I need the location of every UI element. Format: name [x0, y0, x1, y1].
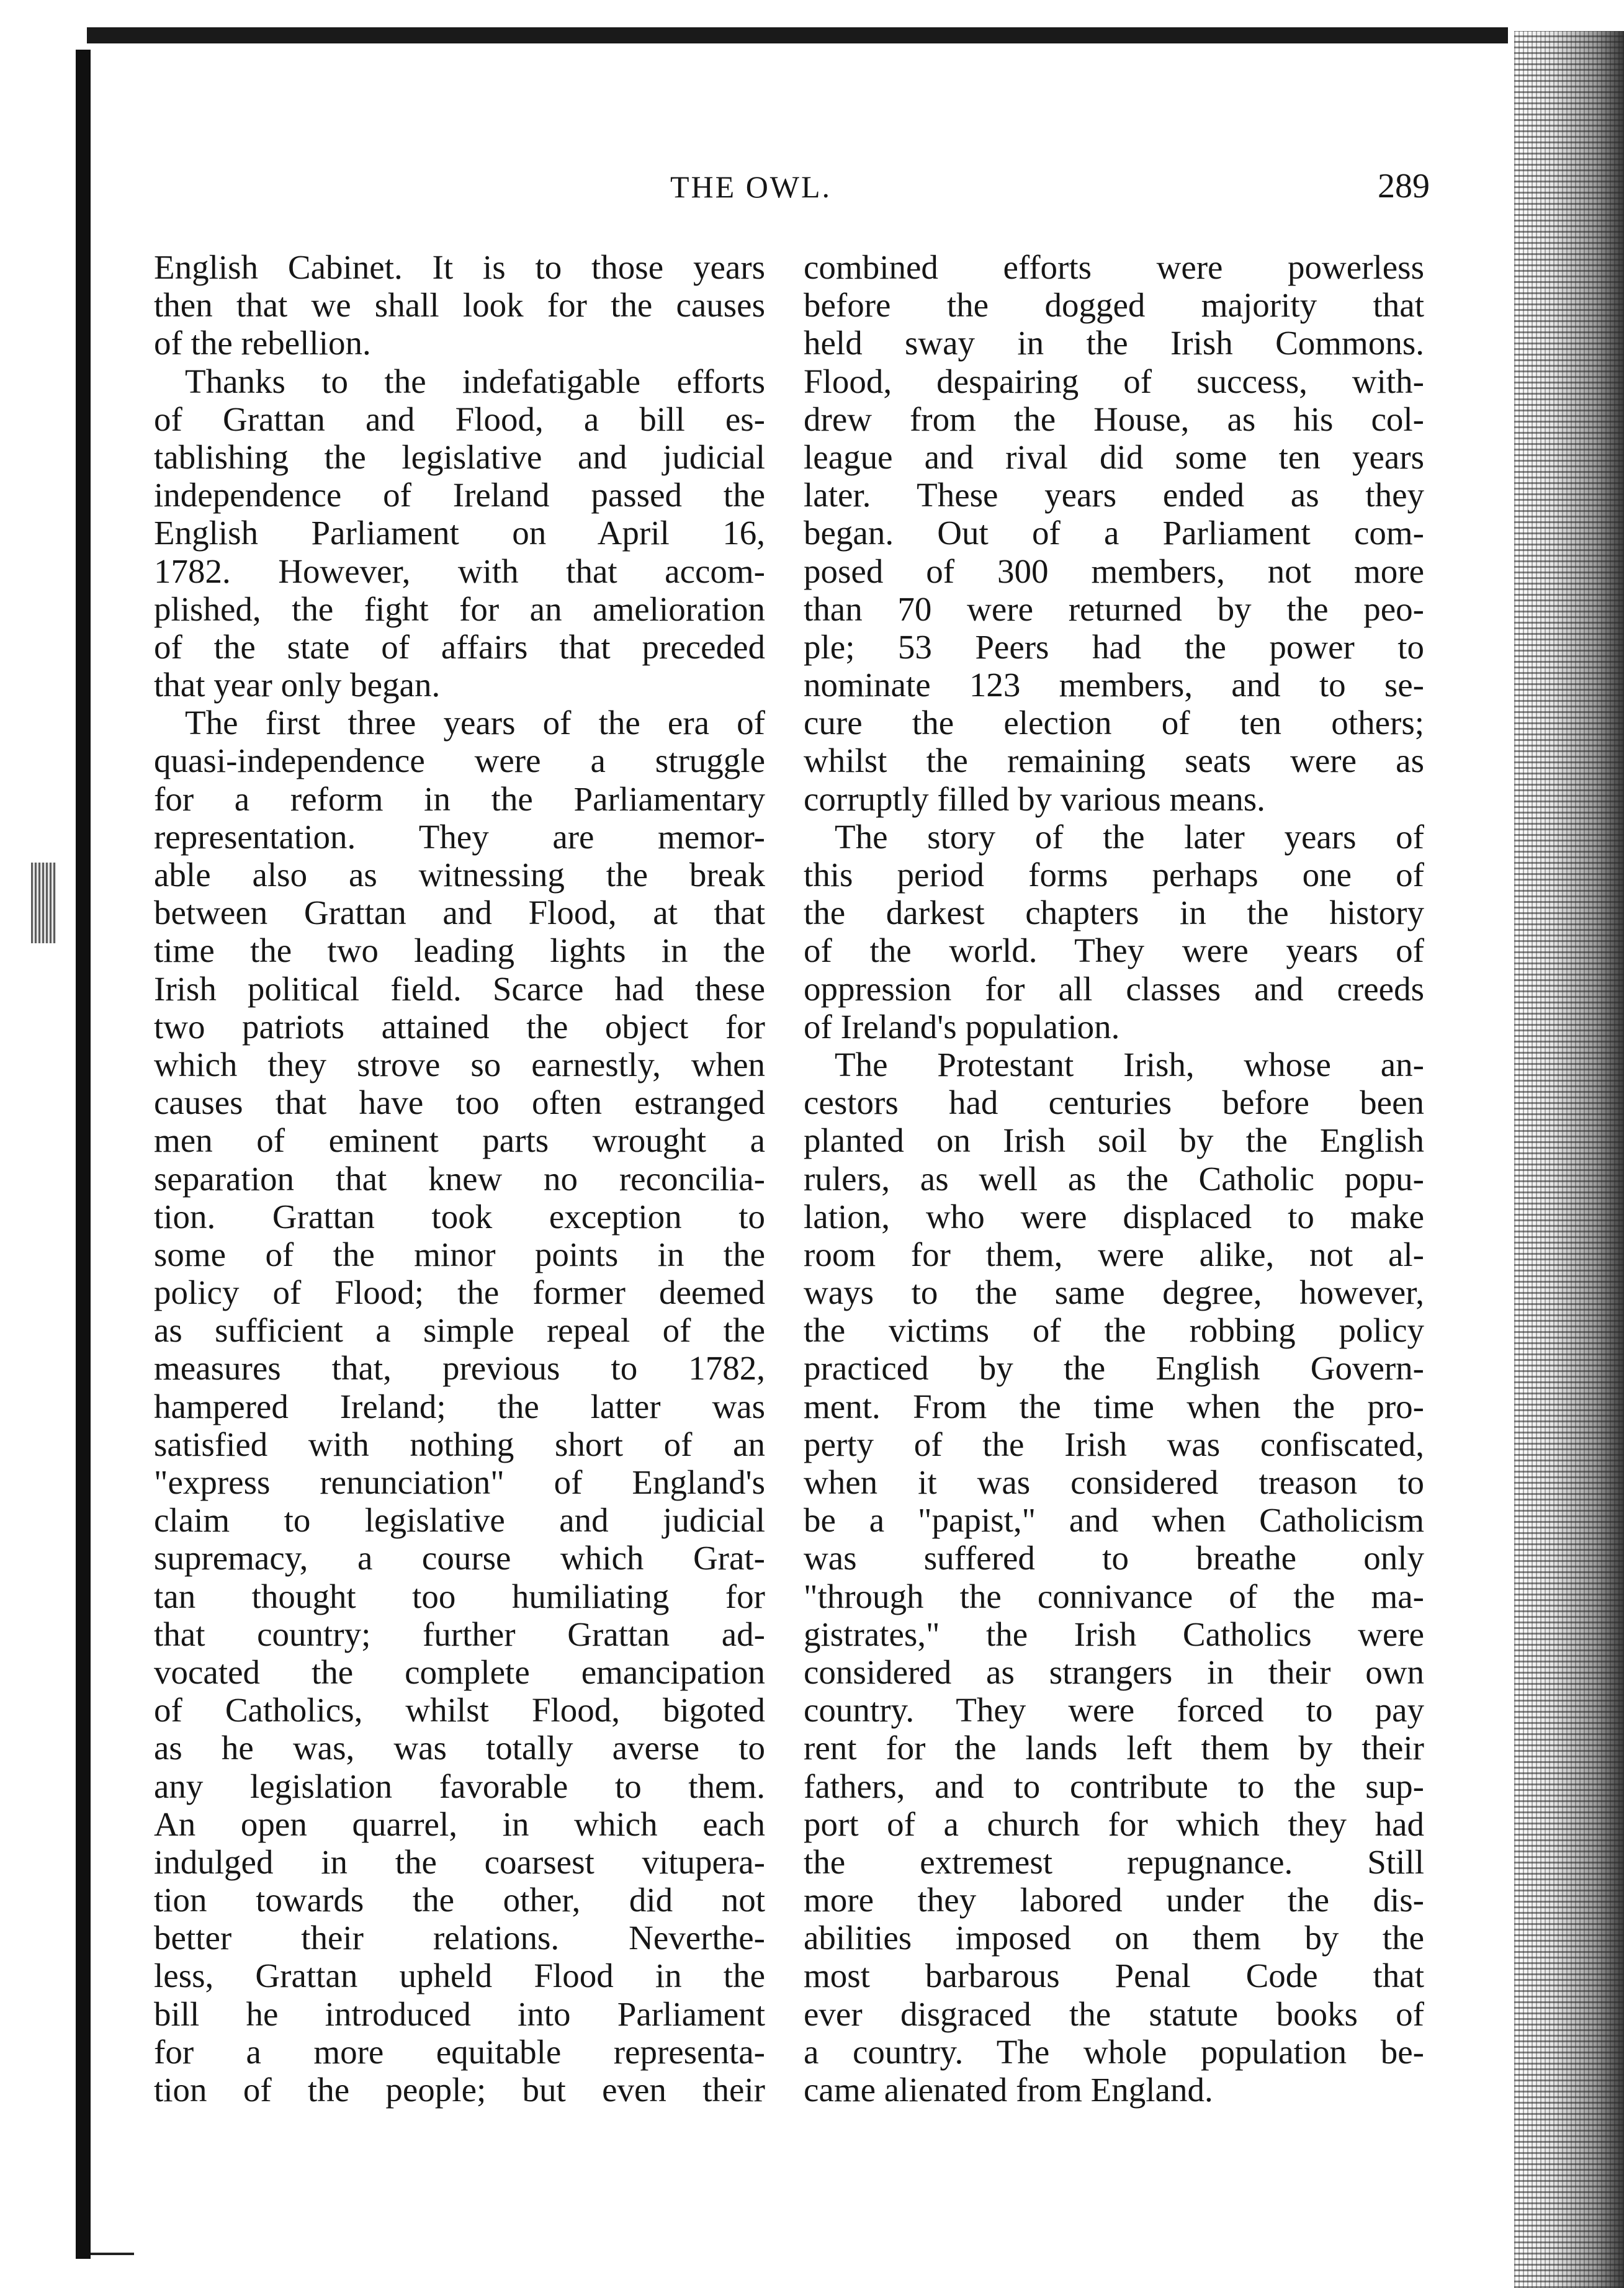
- text-line: that country; further Grattan ad-: [154, 1615, 765, 1653]
- text-line: fathers, and to contribute to the sup-: [804, 1767, 1424, 1805]
- right-text-column: [804, 248, 1424, 2109]
- text-line: corruptly filled by various means.: [804, 779, 1265, 818]
- text-line: was suffered to breathe only: [804, 1539, 1424, 1577]
- text-line: the darkest chapters in the history: [804, 894, 1424, 932]
- text-line: cure the election of ten others;: [804, 704, 1424, 742]
- text-line: quasi-independence were a struggle: [154, 742, 765, 780]
- text-line: considered as strangers in their own: [804, 1653, 1424, 1691]
- text-line: more they labored under the dis-: [804, 1881, 1424, 1919]
- text-line: came alienated from England.: [804, 2071, 1213, 2109]
- text-line: held sway in the Irish Commons.: [804, 324, 1424, 362]
- text-line: whilst the remaining seats were as: [804, 742, 1424, 780]
- text-line: a country. The whole population be-: [804, 2032, 1424, 2071]
- text-line: causes that have too often estranged: [154, 1083, 765, 1122]
- text-line: of Ireland's population.: [804, 1007, 1120, 1046]
- text-line: independence of Ireland passed the: [154, 476, 765, 514]
- text-line: ple; 53 Peers had the power to: [804, 627, 1424, 666]
- text-line: English Parliament on April 16,: [154, 514, 765, 552]
- text-line: gistrates," the Irish Catholics were: [804, 1615, 1424, 1653]
- text-line: be a "papist," and when Catholicism: [804, 1501, 1424, 1540]
- text-line: which they strove so earnestly, when: [154, 1045, 765, 1083]
- text-line: of Grattan and Flood, a bill es-: [154, 400, 765, 438]
- text-line: Flood, despairing of success, with-: [804, 362, 1424, 400]
- left-text-column: [154, 248, 765, 2109]
- text-line: of Catholics, whilst Flood, bigoted: [154, 1691, 765, 1729]
- text-line: lation, who were displaced to make: [804, 1197, 1424, 1236]
- text-line: cestors had centuries before been: [804, 1083, 1424, 1122]
- text-line: nominate 123 members, and to se-: [804, 666, 1424, 704]
- text-line: league and rival did some ten years: [804, 437, 1424, 476]
- text-line: between Grattan and Flood, at that: [154, 894, 765, 932]
- text-line: hampered Ireland; the latter was: [154, 1387, 765, 1425]
- text-line: abilities imposed on them by the: [804, 1919, 1424, 1957]
- text-line: vocated the complete emancipation: [154, 1653, 765, 1691]
- text-line: later. These years ended as they: [804, 476, 1424, 514]
- text-line: supremacy, a course which Grat-: [154, 1539, 765, 1577]
- text-line: Irish political field. Scarce had these: [154, 969, 765, 1008]
- text-line: men of eminent parts wrought a: [154, 1121, 765, 1160]
- text-line: claim to legislative and judicial: [154, 1501, 765, 1540]
- text-line: this period forms perhaps one of: [804, 856, 1424, 894]
- text-line: began. Out of a Parliament com-: [804, 514, 1424, 552]
- scan-smudge: [31, 863, 56, 943]
- text-line: combined efforts were powerless: [804, 248, 1424, 286]
- text-line: representation. They are memor-: [154, 817, 765, 856]
- text-line: rulers, as well as the Catholic popu-: [804, 1159, 1424, 1198]
- text-line: when it was considered treason to: [804, 1463, 1424, 1501]
- text-line: An open quarrel, in which each: [154, 1805, 765, 1843]
- text-line: rent for the lands left them by their: [804, 1729, 1424, 1767]
- text-line: two patriots attained the object for: [154, 1007, 765, 1046]
- text-line: able also as witnessing the break: [154, 856, 765, 894]
- text-line: of the world. They were years of: [804, 931, 1424, 970]
- text-line: "express renunciation" of England's: [154, 1463, 765, 1501]
- text-line: posed of 300 members, not more: [804, 552, 1424, 590]
- text-line: room for them, were alike, not al-: [804, 1235, 1424, 1273]
- text-line: than 70 were returned by the peo-: [804, 590, 1424, 628]
- text-line: of the state of affairs that preceded: [154, 627, 765, 666]
- text-line: before the dogged majority that: [804, 286, 1424, 325]
- text-line: any legislation favorable to them.: [154, 1767, 765, 1805]
- text-line: better their relations. Neverthe-: [154, 1919, 765, 1957]
- text-line: most barbarous Penal Code that: [804, 1957, 1424, 1995]
- running-header-title: THE OWL.: [670, 169, 832, 204]
- text-line: some of the minor points in the: [154, 1235, 765, 1273]
- text-line: English Cabinet. It is to those years: [154, 248, 765, 286]
- text-line: time the two leading lights in the: [154, 931, 765, 970]
- text-line: for a more equitable representa-: [154, 2032, 765, 2071]
- text-line: planted on Irish soil by the English: [804, 1121, 1424, 1160]
- left-edge-foot: [91, 2253, 134, 2255]
- text-line: perty of the Irish was confiscated,: [804, 1425, 1424, 1463]
- text-line: tion towards the other, did not: [154, 1881, 765, 1919]
- text-line: tion. Grattan took exception to: [154, 1197, 765, 1236]
- text-line: the extremest repugnance. Still: [804, 1842, 1424, 1881]
- text-line: ment. From the time when the pro-: [804, 1387, 1424, 1425]
- text-line: "through the connivance of the ma-: [804, 1577, 1424, 1615]
- text-line: country. They were forced to pay: [804, 1691, 1424, 1729]
- text-line: ever disgraced the statute books of: [804, 1994, 1424, 2033]
- text-line: tion of the people; but even their: [154, 2071, 765, 2109]
- text-line: practiced by the English Govern-: [804, 1349, 1424, 1388]
- text-line: oppression for all classes and creeds: [804, 969, 1424, 1008]
- text-line: for a reform in the Parliamentary: [154, 779, 765, 818]
- text-line: tan thought too humiliating for: [154, 1577, 765, 1615]
- text-line: policy of Flood; the former deemed: [154, 1273, 765, 1312]
- text-line: satisfied with nothing short of an: [154, 1425, 765, 1463]
- text-line: The Protestant Irish, whose an-: [835, 1045, 1424, 1083]
- page-number: 289: [1378, 167, 1430, 205]
- right-page-edge-scan-noise: [1514, 31, 1624, 2288]
- text-line: less, Grattan upheld Flood in the: [154, 1957, 765, 1995]
- top-border-rule: [87, 27, 1508, 43]
- text-line: 1782. However, with that accom-: [154, 552, 765, 590]
- text-line: separation that knew no reconcilia-: [154, 1159, 765, 1198]
- text-line: Thanks to the indefatigable efforts: [185, 362, 765, 400]
- text-line: of the rebellion.: [154, 324, 371, 362]
- text-line: that year only began.: [154, 666, 441, 704]
- text-line: the victims of the robbing policy: [804, 1311, 1424, 1350]
- text-line: indulged in the coarsest vitupera-: [154, 1842, 765, 1881]
- text-line: as sufficient a simple repeal of the: [154, 1311, 765, 1350]
- text-line: tablishing the legislative and judicial: [154, 437, 765, 476]
- text-line: measures that, previous to 1782,: [154, 1349, 765, 1388]
- text-line: The story of the later years of: [835, 817, 1424, 856]
- text-line: bill he introduced into Parliament: [154, 1994, 765, 2033]
- text-line: then that we shall look for the causes: [154, 286, 765, 325]
- text-line: drew from the House, as his col-: [804, 400, 1424, 438]
- left-binding-edge: [76, 50, 91, 2259]
- text-line: plished, the fight for an amelioration: [154, 590, 765, 628]
- text-line: The first three years of the era of: [185, 704, 765, 742]
- text-line: as he was, was totally averse to: [154, 1729, 765, 1767]
- text-line: ways to the same degree, however,: [804, 1273, 1424, 1312]
- text-line: port of a church for which they had: [804, 1805, 1424, 1843]
